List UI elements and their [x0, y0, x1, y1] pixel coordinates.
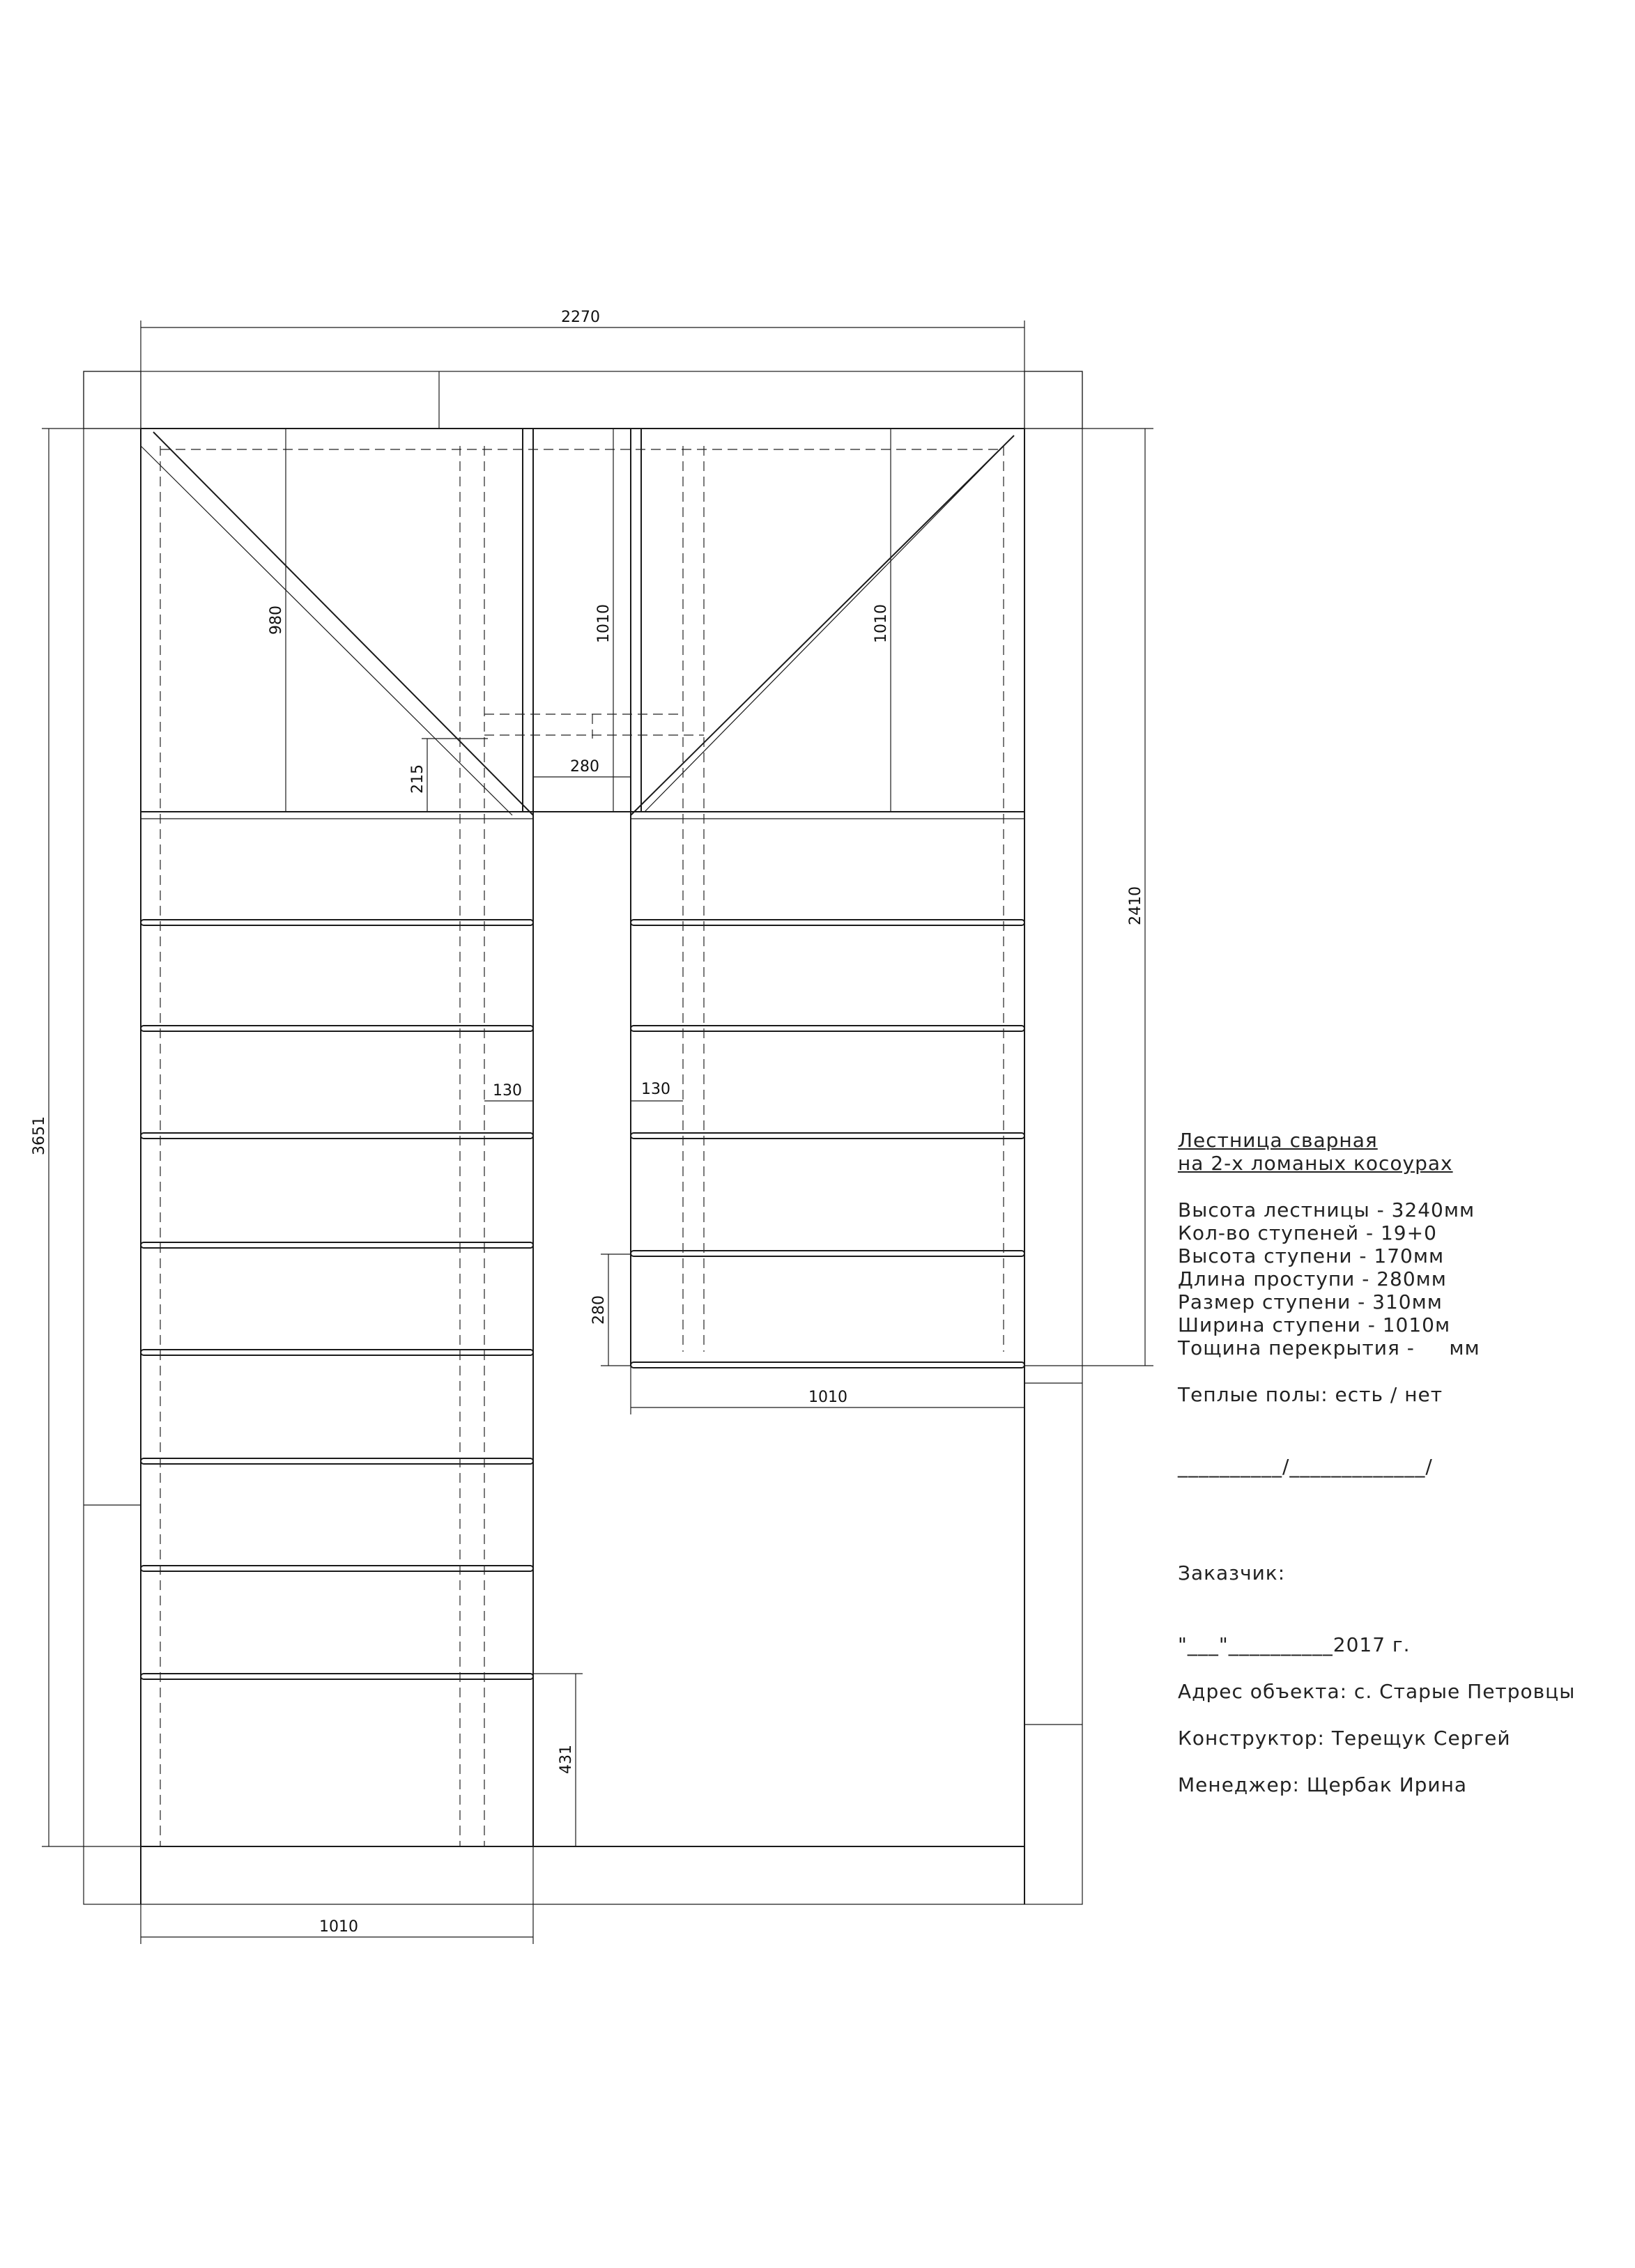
dim-landing-right: 1010 [873, 604, 890, 643]
tread [141, 1026, 533, 1031]
right-flight [631, 812, 1024, 1368]
tread [141, 920, 533, 925]
notes-title-line2: на 2-х ломаных косоурах [1178, 1152, 1453, 1175]
left-flight-treads [141, 920, 533, 1679]
left-flight [141, 812, 533, 1846]
tread [141, 1674, 533, 1679]
address-line: Адрес объекта: с. Старые Петровцы [1178, 1680, 1576, 1703]
dim-total-width: 2270 [561, 309, 600, 326]
dim-total-height: 3651 [31, 1116, 48, 1155]
spec-item: Размер ступени - 310мм [1178, 1290, 1443, 1313]
dim-stringer-left: 130 [493, 1082, 522, 1100]
tread [631, 1026, 1024, 1031]
manager-line: Менеджер: Щербак Ирина [1178, 1773, 1468, 1796]
notes-title-line1: Лестница сварная [1178, 1129, 1378, 1152]
designer-line: Конструктор: Терещук Сергей [1178, 1727, 1511, 1750]
opening-outline [141, 429, 1024, 1904]
dim-landing-mid: 1010 [595, 604, 613, 643]
tread [631, 1251, 1024, 1256]
tread [631, 1133, 1024, 1139]
dim-bottom-431: 431 [558, 1745, 575, 1774]
tread [141, 1242, 533, 1248]
date-line: "___"__________2017 г. [1178, 1633, 1411, 1656]
wall-left [84, 371, 141, 1904]
wall-top [84, 371, 1082, 429]
signature-line: __________/_____________/ [1178, 1455, 1433, 1478]
floor-heating: Теплые полы: есть / нет [1178, 1383, 1443, 1406]
hidden-stringers [160, 446, 1004, 1846]
tread [141, 1458, 533, 1464]
dimension-texts [31, 309, 1144, 1936]
dim-flight-left-width: 1010 [319, 1918, 358, 1936]
dim-gap-280: 280 [570, 758, 599, 776]
tread [141, 1350, 533, 1355]
spec-item: Высота ступени - 170мм [1178, 1244, 1445, 1267]
dim-right-height: 2410 [1127, 886, 1144, 925]
dim-flight-right-width: 1010 [808, 1389, 847, 1406]
dim-offset-215: 215 [409, 764, 427, 794]
tread [141, 1566, 533, 1571]
spec-item: Ширина ступени - 1010м [1178, 1313, 1451, 1336]
spec-item: Тощина перекрытия - мм [1178, 1336, 1480, 1359]
dim-stringer-right: 130 [641, 1081, 670, 1098]
wall-right [1024, 371, 1082, 1904]
spec-item: Длина проступи - 280мм [1178, 1267, 1447, 1290]
notes-panel [1178, 1129, 1624, 1796]
tread [141, 1133, 533, 1139]
tread [631, 920, 1024, 925]
spec-item: Кол-во ступеней - 19+0 [1178, 1221, 1437, 1244]
dim-tread-280: 280 [590, 1295, 608, 1325]
dim-landing-left: 980 [268, 605, 285, 635]
customer-label: Заказчик: [1178, 1561, 1286, 1584]
last-tread [631, 1362, 1024, 1368]
spec-item: Высота лестницы - 3240мм [1178, 1198, 1475, 1221]
